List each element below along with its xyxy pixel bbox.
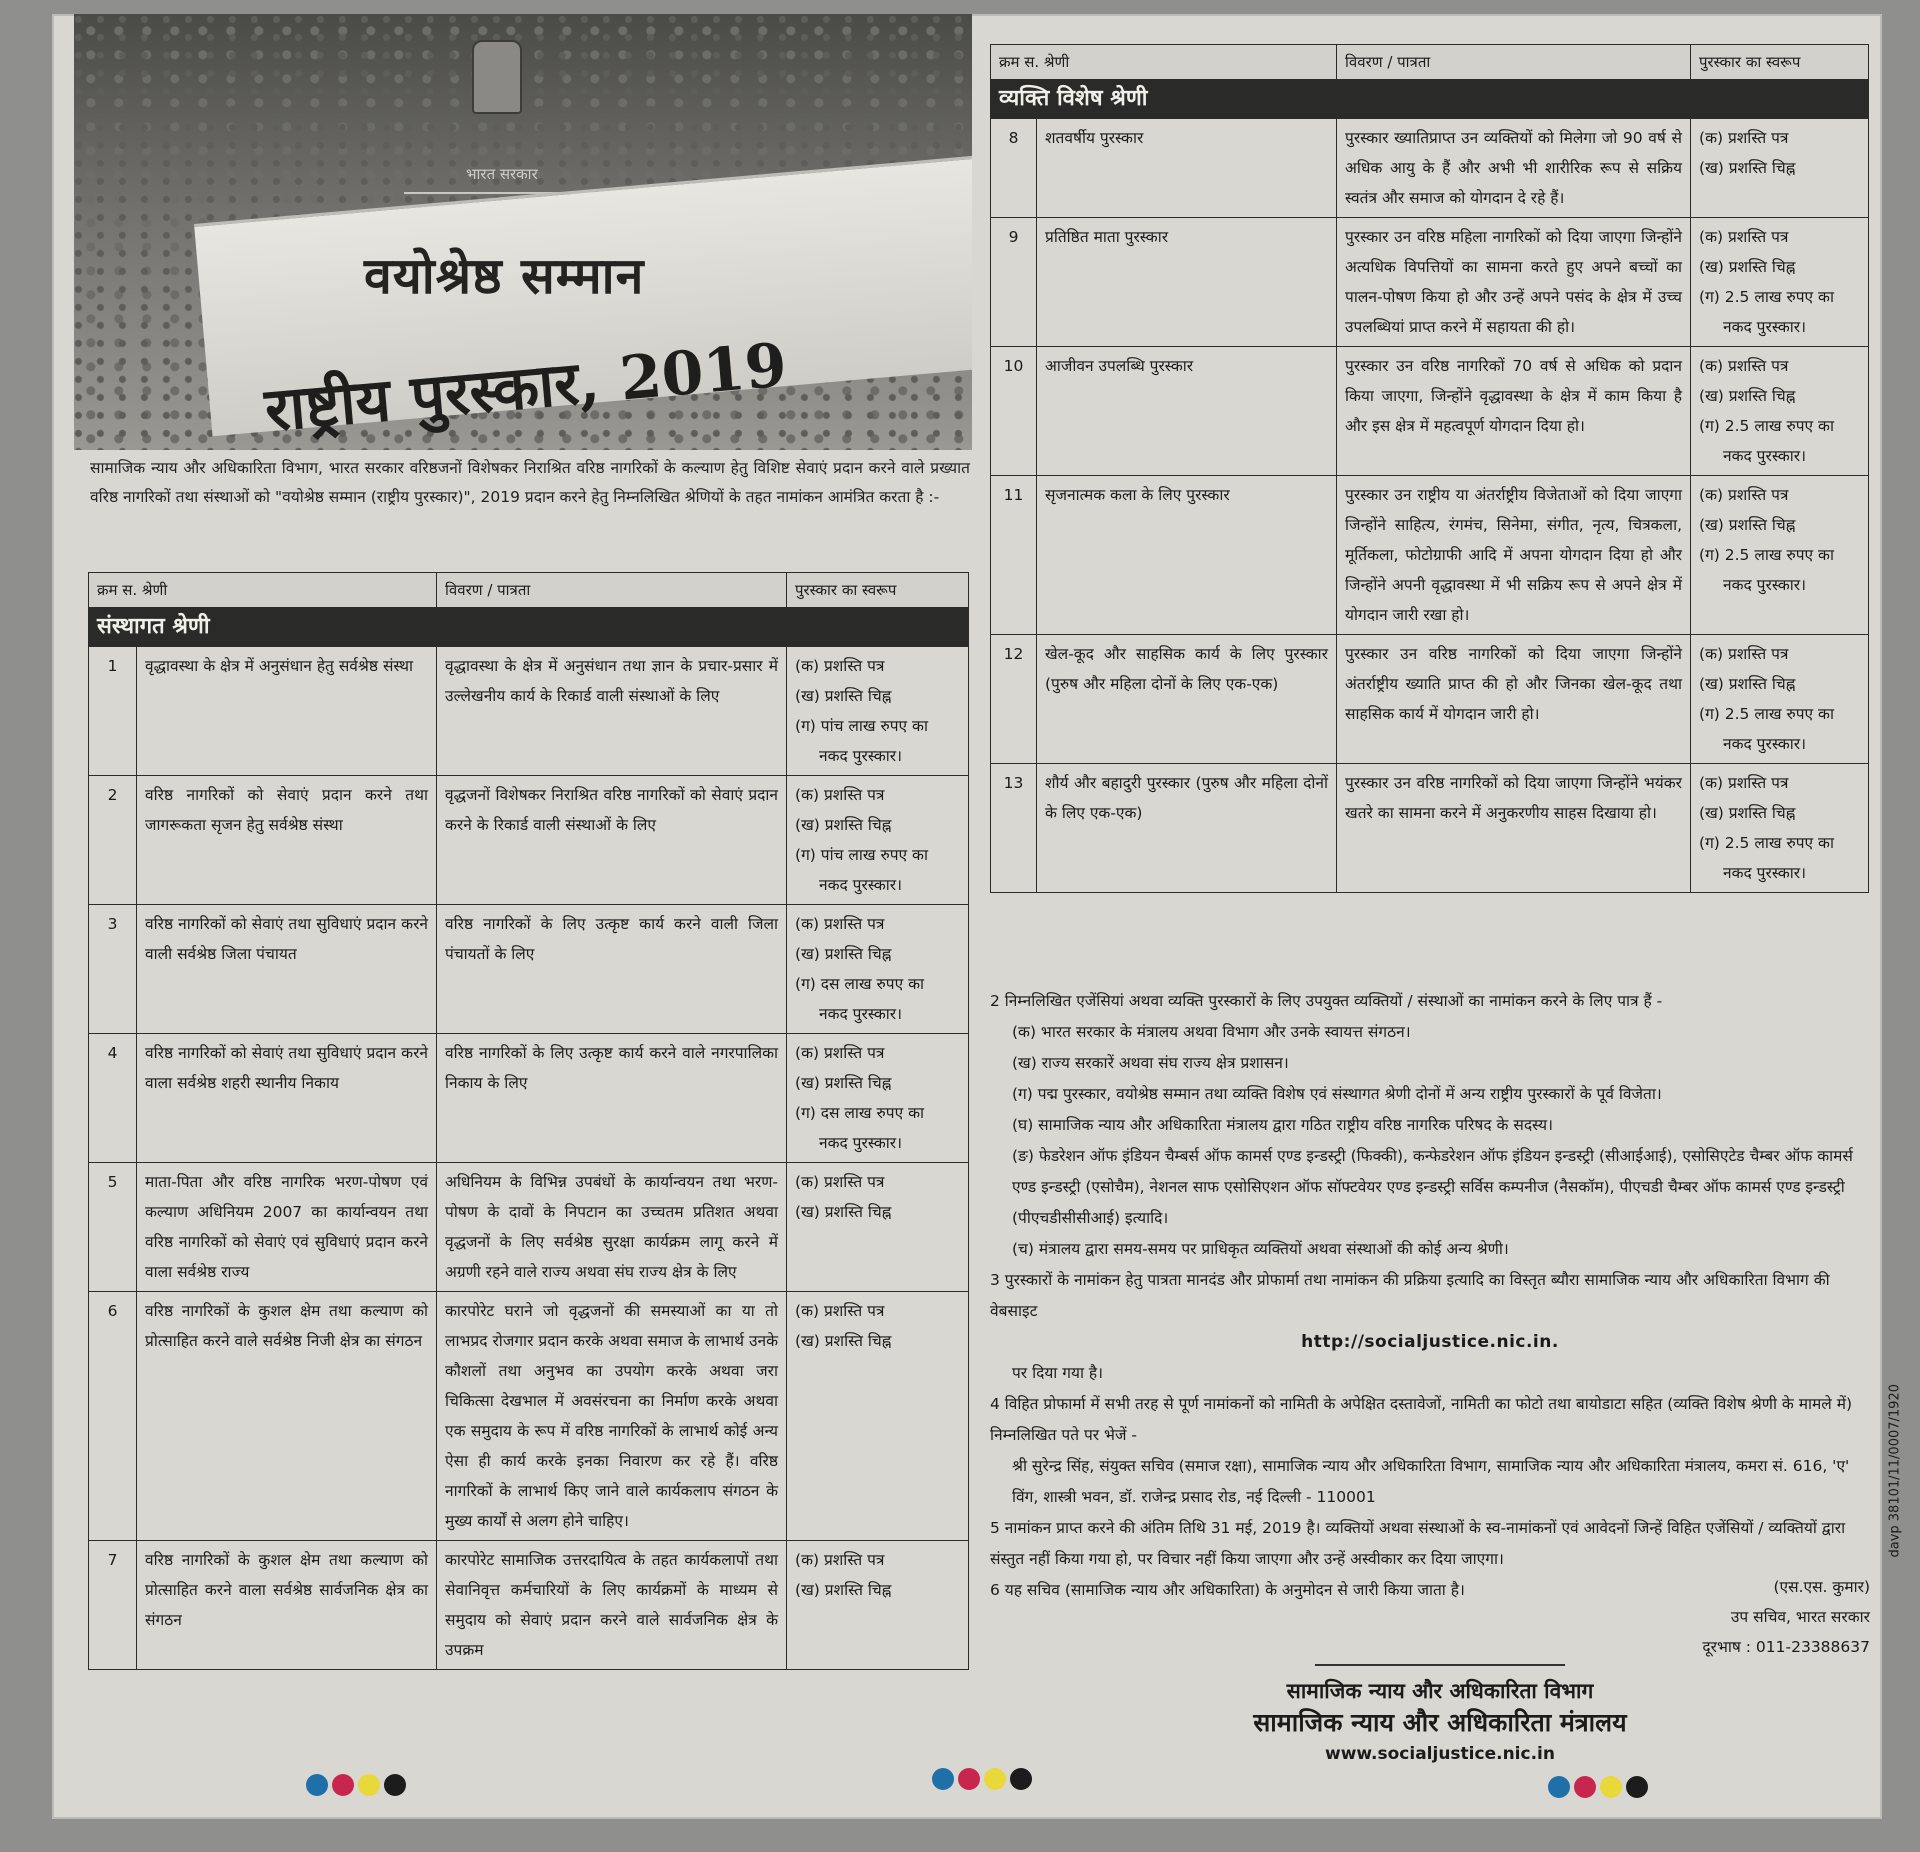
table-row: [89, 905, 969, 1034]
row-number: 3: [89, 905, 137, 1034]
table-row: [991, 218, 1869, 347]
table-row: [89, 776, 969, 905]
newspaper-page: [52, 14, 1903, 1819]
table-row: [89, 647, 969, 776]
award-item: (ख) प्रशस्ति चिह्न: [1699, 804, 1796, 822]
row-category: खेल-कूद और साहसिक कार्य के लिए पुरस्कार (पुरुष और महिला दोनों के लिए एक-एक): [1037, 635, 1337, 764]
row-award: [787, 1163, 969, 1292]
row-award: [1691, 635, 1869, 764]
award-item: (ग) दस लाख रुपए का: [795, 975, 925, 993]
row-category: वरिष्ठ नागरिकों को सेवाएं प्रदान करने तथा जागरूकता सृजन हेतु सर्वश्रेष्ठ संस्था: [137, 776, 437, 905]
row-eligibility: पुरस्कार उन वरिष्ठ नागरिकों को दिया जाएगा जिन्होंने अंतर्राष्ट्रीय ख्याति प्राप्त की हो और जिनका खेल-कूद तथा साहसिक कार्य में योगदान जारी हो।: [1337, 635, 1691, 764]
row-number: 6: [89, 1292, 137, 1541]
row-award: [787, 1034, 969, 1163]
row-award: [787, 647, 969, 776]
row-number: 11: [991, 476, 1037, 635]
row-number: 13: [991, 764, 1037, 893]
row-category: माता-पिता और वरिष्ठ नागरिक भरण-पोषण एवं कल्याण अधिनियम 2007 का कार्यान्वयन तथा वरिष्ठ नागरिकों को सेवाएं एवं सुविधाएं प्रदान करने वाला सर्वश्रेष्ठ राज्य: [137, 1163, 437, 1292]
institutional-heading: संस्थागत श्रेणी: [89, 608, 969, 647]
award-item: (ख) प्रशस्ति चिह्न: [795, 1074, 892, 1092]
award-item: (क) प्रशस्ति पत्र: [795, 1044, 885, 1062]
table-row: [89, 1541, 969, 1670]
award-item: (ग) 2.5 लाख रुपए का: [1699, 546, 1834, 564]
award-item: नकद पुरस्कार।: [819, 1134, 902, 1152]
award-item: (क) प्रशस्ति पत्र: [795, 1551, 885, 1569]
registration-dot: [932, 1768, 954, 1790]
table-row: [991, 635, 1869, 764]
row-eligibility: वरिष्ठ नागरिकों के लिए उत्कृष्ट कार्य करने वाले नगरपालिका निकाय के लिए: [437, 1034, 787, 1163]
header-award: पुरस्कार का स्वरूप: [787, 573, 969, 608]
header-eligibility: विवरण / पात्रता: [1337, 45, 1691, 80]
registration-dot: [1010, 1768, 1032, 1790]
row-number: 8: [991, 119, 1037, 218]
note-2-item: (ग) पद्म पुरस्कार, वयोश्रेष्ठ सम्मान तथा व्यक्ति विशेष एवं संस्थागत श्रेणी दोनों में अन्य राष्ट्रीय पुरस्कारों के पूर्व विजेता।: [1012, 1085, 1662, 1103]
department-name: सामाजिक न्याय और अधिकारिता विभाग: [1286, 1679, 1594, 1703]
award-item: (क) प्रशस्ति पत्र: [1699, 357, 1789, 375]
award-item: नकद पुरस्कार।: [1723, 318, 1806, 336]
table-row: [991, 347, 1869, 476]
row-category: वृद्धावस्था के क्षेत्र में अनुसंधान हेतु सर्वश्रेष्ठ संस्था: [137, 647, 437, 776]
table-row: [89, 1292, 969, 1541]
award-item: (ख) प्रशस्ति चिह्न: [795, 945, 892, 963]
row-award: [1691, 764, 1869, 893]
institutional-table: [88, 572, 968, 1670]
award-item: (ख) प्रशस्ति चिह्न: [795, 1203, 892, 1221]
award-item: (क) प्रशस्ति पत्र: [795, 657, 885, 675]
award-item: (क) प्रशस्ति पत्र: [1699, 129, 1789, 147]
registration-marks-left: [306, 1774, 406, 1796]
row-category: वरिष्ठ नागरिकों को सेवाएं तथा सुविधाएं प्रदान करने वाली सर्वश्रेष्ठ जिला पंचायत: [137, 905, 437, 1034]
table-row: [991, 476, 1869, 635]
row-award: [1691, 347, 1869, 476]
individual-heading: व्यक्ति विशेष श्रेणी: [991, 80, 1869, 119]
registration-dot: [1600, 1776, 1622, 1798]
note-3: 3 पुरस्कारों के नामांकन हेतु पात्रता मानदंड और प्रोफार्मा तथा नामांकन की प्रक्रिया इत्यादि का विस्तृत ब्यौरा सामाजिक न्याय और अधिकारिता विभाग की वेबसाइट: [990, 1271, 1830, 1320]
row-eligibility: पुरस्कार उन वरिष्ठ नागरिकों को दिया जाएगा जिन्होंने भयंकर खतरे का सामना करने में अनुकरणीय साहस दिखाया हो।: [1337, 764, 1691, 893]
award-item: (ग) 2.5 लाख रुपए का: [1699, 288, 1834, 306]
row-eligibility: अधिनियम के विभिन्न उपबंधों के कार्यान्वयन तथा भरण-पोषण के दावों के निपटान का उच्चतम प्रतिशत अथवा वृद्धजनों के लिए सर्वश्रेष्ठ सुरक्षा कार्यक्रम लागू करने में अग्रणी रहने वाले राज्य अथवा संघ राज्य क्षेत्र के लिए: [437, 1163, 787, 1292]
award-item: (क) प्रशस्ति पत्र: [795, 1302, 885, 1320]
registration-dot: [984, 1768, 1006, 1790]
signatory-block: [1570, 1572, 1870, 1662]
registration-dot: [384, 1774, 406, 1796]
award-item: (क) प्रशस्ति पत्र: [1699, 486, 1789, 504]
award-item: (ग) पांच लाख रुपए का: [795, 846, 928, 864]
left-column: [74, 14, 972, 1804]
category-heading-row: [991, 80, 1869, 119]
row-award: [787, 1541, 969, 1670]
note-5: 5 नामांकन प्राप्त करने की अंतिम तिथि 31 मई, 2019 है। व्यक्तियों अथवा संस्थाओं के स्व-नामांकनों एवं आवेदनों जिन्हें विहित एजेंसियों / व्यक्तियों द्वारा संस्तुत नहीं किया गया हो, पर विचार नहीं किया जाएगा और उन्हें अस्वीकार कर दिया जाएगा।: [990, 1519, 1846, 1568]
header-award: पुरस्कार का स्वरूप: [1691, 45, 1869, 80]
row-number: 4: [89, 1034, 137, 1163]
registration-dot: [358, 1774, 380, 1796]
registration-dot: [1574, 1776, 1596, 1798]
row-category: शौर्य और बहादुरी पुरस्कार (पुरुष और महिला दोनों के लिए एक-एक): [1037, 764, 1337, 893]
award-item: नकद पुरस्कार।: [1723, 864, 1806, 882]
row-award: [787, 776, 969, 905]
award-item: (ग) 2.5 लाख रुपए का: [1699, 834, 1834, 852]
registration-marks-center: [932, 1768, 1032, 1790]
row-eligibility: पुरस्कार उन वरिष्ठ नागरिकों 70 वर्ष से अधिक को प्रदान किया जाएगा, जिन्होंने वृद्धावस्था के क्षेत्र में काम किया है और इस क्षेत्र में महत्वपूर्ण योगदान दिया हो।: [1337, 347, 1691, 476]
row-number: 12: [991, 635, 1037, 764]
ministry-name: सामाजिक न्याय और अधिकारिता मंत्रालय: [1253, 1708, 1627, 1737]
row-eligibility: कारपोरेट सामाजिक उत्तरदायित्व के तहत कार्यकलापों तथा सेवानिवृत्त कर्मचारियों के लिए कार्यक्रमों के माध्यम से समुदाय को सेवाएं प्रदान करने वाले सार्वजनिक क्षेत्र के उपक्रम: [437, 1541, 787, 1670]
note-2-item: (घ) सामाजिक न्याय और अधिकारिता मंत्रालय द्वारा गठित राष्ट्रीय वरिष्ठ नागरिक परिषद के सदस्य।: [1012, 1116, 1553, 1134]
award-item: नकद पुरस्कार।: [1723, 735, 1806, 753]
note-3-end: पर दिया गया है।: [1012, 1364, 1104, 1382]
registration-dot: [1548, 1776, 1570, 1798]
row-number: 9: [991, 218, 1037, 347]
department-website[interactable]: www.socialjustice.nic.in: [1325, 1744, 1555, 1764]
divider: [1315, 1664, 1565, 1666]
department-footer: [1090, 1664, 1790, 1768]
row-category: आजीवन उपलब्धि पुरस्कार: [1037, 347, 1337, 476]
award-item: (ख) प्रशस्ति चिह्न: [795, 1581, 892, 1599]
header-category: क्रम स. श्रेणी: [89, 573, 437, 608]
table-row: [89, 1034, 969, 1163]
row-category: प्रतिष्ठित माता पुरस्कार: [1037, 218, 1337, 347]
registration-marks-right: [1548, 1776, 1648, 1798]
note-2-list: [990, 1017, 1870, 1265]
note-4: 4 विहित प्रोफार्मा में सभी तरह से पूर्ण नामांकनों को नामिती के अपेक्षित दस्तावेजों, नामिती का फोटो तथा बायोडाटा सहित (व्यक्ति विशेष श्रेणी के मामले में) निम्नलिखित पते पर भेजें -: [990, 1395, 1853, 1444]
row-eligibility: वरिष्ठ नागरिकों के लिए उत्कृष्ट कार्य करने वाली जिला पंचायतों के लिए: [437, 905, 787, 1034]
note-6: 6 यह सचिव (सामाजिक न्याय और अधिकारिता) के अनुमोदन से जारी किया जाता है।: [990, 1581, 1465, 1599]
row-category: वरिष्ठ नागरिकों के कुशल क्षेम तथा कल्याण को प्रोत्साहित करने वाले सर्वश्रेष्ठ निजी क्षेत्र का संगठन: [137, 1292, 437, 1541]
registration-dot: [306, 1774, 328, 1796]
row-number: 2: [89, 776, 137, 905]
row-number: 5: [89, 1163, 137, 1292]
note-2-item: (ख) राज्य सरकारें अथवा संघ राज्य क्षेत्र प्रशासन।: [1012, 1054, 1289, 1072]
award-item: (ख) प्रशस्ति चिह्न: [795, 816, 892, 834]
award-item: (ख) प्रशस्ति चिह्न: [1699, 387, 1796, 405]
row-award: [1691, 218, 1869, 347]
table-row: [89, 1163, 969, 1292]
registration-dot: [1626, 1776, 1648, 1798]
row-award: [1691, 119, 1869, 218]
row-eligibility: वृद्धजनों विशेषकर निराश्रित वरिष्ठ नागरिकों को सेवाएं प्रदान करने के रिकार्ड वाली संस्थाओं के लिए: [437, 776, 787, 905]
award-item: (क) प्रशस्ति पत्र: [795, 915, 885, 933]
registration-dot: [332, 1774, 354, 1796]
row-eligibility: पुरस्कार ख्यातिप्राप्त उन व्यक्तियों को मिलेगा जो 90 वर्ष से अधिक आयु के हैं और अभी भी शारीरिक रूप से सक्रिय स्वतंत्र और समाज को योगदान दे रहे हैं।: [1337, 119, 1691, 218]
note-2-item: (क) भारत सरकार के मंत्रालय अथवा विभाग और उनके स्वायत्त संगठन।: [1012, 1023, 1411, 1041]
davp-code: davp 38101/11/0007/1920: [1888, 1384, 1903, 1558]
row-category: शतवर्षीय पुरस्कार: [1037, 119, 1337, 218]
banner-title: वयोश्रेष्ठ सम्मान: [364, 246, 645, 305]
award-item: नकद पुरस्कार।: [819, 1005, 902, 1023]
table-header-row: [991, 45, 1869, 80]
award-item: (ख) प्रशस्ति चिह्न: [795, 1332, 892, 1350]
note-2-item: (ङ) फेडरेशन ऑफ इंडियन चैम्बर्स ऑफ कामर्स एण्ड इन्डस्ट्री (फिक्की), कन्फेडरेशन ऑफ इंडियन इन्डस्ट्री (सीआईआई), एसोसिएटेड चैम्बर ऑफ कामर्स एण्ड इन्डस्ट्री (एसोचैम), नेशनल साफ एसोसिएशन ऑफ सॉफ्टवेयर एण्ड इन्डस्ट्री सर्विस कम्पनीज (नैसकॉम), पीएचडी चैम्बर ऑफ कामर्स एण्ड इन्डस्ट्री (पीएचडीसीसीआई) इत्यादि।: [1012, 1147, 1853, 1227]
signer-name: (एस.एस. कुमार): [1773, 1578, 1870, 1596]
website-link[interactable]: http://socialjustice.nic.in.: [1301, 1332, 1559, 1352]
award-item: (ख) प्रशस्ति चिह्न: [1699, 675, 1796, 693]
row-number: 1: [89, 647, 137, 776]
signer-phone: दूरभाष : 011-23388637: [1702, 1638, 1870, 1656]
note-2-item: (च) मंत्रालय द्वारा समय-समय पर प्राधिकृत व्यक्तियों अथवा संस्थाओं की कोई अन्य श्रेणी।: [1012, 1240, 1509, 1258]
award-item: नकद पुरस्कार।: [1723, 576, 1806, 594]
award-item: नकद पुरस्कार।: [1723, 447, 1806, 465]
award-item: नकद पुरस्कार।: [819, 876, 902, 894]
award-item: (क) प्रशस्ति पत्र: [795, 786, 885, 804]
row-award: [1691, 476, 1869, 635]
award-item: (ख) प्रशस्ति चिह्न: [795, 687, 892, 705]
row-category: सृजनात्मक कला के लिए पुरस्कार: [1037, 476, 1337, 635]
notes-section: [990, 986, 1870, 1606]
award-item: (क) प्रशस्ति पत्र: [795, 1173, 885, 1191]
banner-image: [74, 14, 972, 450]
address: श्री सुरेन्द्र सिंह, संयुक्त सचिव (समाज रक्षा), सामाजिक न्याय और अधिकारिता विभाग, सामाजिक न्याय और अधिकारिता मंत्रालय, कमरा सं. 616, 'ए' विंग, शास्त्री भवन, डॉ. राजेन्द्र प्रसाद रोड, नई दिल्ली - 110001: [1012, 1457, 1850, 1506]
right-column: [990, 24, 1903, 1814]
award-item: (ग) दस लाख रुपए का: [795, 1104, 925, 1122]
national-emblem-icon: [472, 40, 522, 114]
row-category: वरिष्ठ नागरिकों के कुशल क्षेम तथा कल्याण को प्रोत्साहित करने वाला सर्वश्रेष्ठ सार्वजनिक क्षेत्र का संगठन: [137, 1541, 437, 1670]
gov-label: भारत सरकार: [466, 165, 538, 183]
row-number: 7: [89, 1541, 137, 1670]
award-item: (क) प्रशस्ति पत्र: [1699, 774, 1789, 792]
award-item: (ग) पांच लाख रुपए का: [795, 717, 928, 735]
table-header-row: [89, 573, 969, 608]
intro-paragraph: सामाजिक न्याय और अधिकारिता विभाग, भारत सरकार वरिष्ठजनों विशेषकर निराश्रित वरिष्ठ नागरिकों के कल्याण हेतु विशिष्ट सेवाएं प्रदान करने वाले प्रख्यात वरिष्ठ नागरिकों तथा संस्थाओं को "वयोश्रेष्ठ सम्मान (राष्ट्रीय पुरस्कार)", 2019 प्रदान करने हेतु निम्नलिखित श्रेणियों के तहत नामांकन आमंत्रित करता है :-: [90, 459, 970, 506]
row-award: [787, 905, 969, 1034]
row-eligibility: वृद्धावस्था के क्षेत्र में अनुसंधान तथा ज्ञान के प्रचार-प्रसार में उल्लेखनीय कार्य के रिकार्ड वाली संस्थाओं के लिए: [437, 647, 787, 776]
row-eligibility: पुरस्कार उन वरिष्ठ महिला नागरिकों को दिया जाएगा जिन्होंने अत्यधिक विपत्तियों का सामना करते हुए अपने बच्चों का पालन-पोषण किया हो और उन्हें अपने पसंद के क्षेत्र में उच्च उपलब्धियां प्राप्त करने में सहायता की हो।: [1337, 218, 1691, 347]
signer-designation: उप सचिव, भारत सरकार: [1730, 1608, 1870, 1626]
award-item: (क) प्रशस्ति पत्र: [1699, 228, 1789, 246]
banner-subtitle: राष्ट्रीय पुरस्कार, 2019: [262, 330, 790, 446]
row-award: [787, 1292, 969, 1541]
table-row: [991, 764, 1869, 893]
header-category: क्रम स. श्रेणी: [991, 45, 1337, 80]
registration-dot: [958, 1768, 980, 1790]
award-item: (ग) 2.5 लाख रुपए का: [1699, 705, 1834, 723]
award-item: (ख) प्रशस्ति चिह्न: [1699, 258, 1796, 276]
row-eligibility: पुरस्कार उन राष्ट्रीय या अंतर्राष्ट्रीय विजेताओं को दिया जाएगा जिन्होंने साहित्य, रंगमंच, सिनेमा, संगीत, नृत्य, चित्रकला, मूर्तिकला, फोटोग्राफी आदि में अपना योगदान दिया हो और जिन्होंने अपनी वृद्धावस्था में भी सक्रिय रूप से अपने क्षेत्र में योगदान जारी रखा हो।: [1337, 476, 1691, 635]
note-2: 2 निम्नलिखित एजेंसियां अथवा व्यक्ति पुरस्कारों के लिए उपयुक्त व्यक्तियों / संस्थाओं का नामांकन करने के लिए पात्र हैं -: [990, 992, 1663, 1010]
award-item: (क) प्रशस्ति पत्र: [1699, 645, 1789, 663]
row-eligibility: कारपोरेट घराने जो वृद्धजनों की समस्याओं का या तो लाभप्रद रोजगार प्रदान करके अथवा समाज के लाभार्थ उनके कौशलों तथा अनुभव का उपयोग करके अथवा जरा चिकित्सा देखभाल में अवसंरचना का निर्माण करके अथवा एक समुदाय के रूप में वरिष्ठ नागरिकों के लाभार्थ कोई अन्य ऐसा ही कार्य करके इनका निवारण कर रहे हैं। वरिष्ठ नागरिकों के लाभार्थ किए जाने वाले कार्यकलाप संगठन के मुख्य कार्यों से अलग होने चाहिए।: [437, 1292, 787, 1541]
award-item: (ख) प्रशस्ति चिह्न: [1699, 159, 1796, 177]
table-row: [991, 119, 1869, 218]
award-item: (ख) प्रशस्ति चिह्न: [1699, 516, 1796, 534]
row-category: वरिष्ठ नागरिकों को सेवाएं तथा सुविधाएं प्रदान करने वाला सर्वश्रेष्ठ शहरी स्थानीय निकाय: [137, 1034, 437, 1163]
header-eligibility: विवरण / पात्रता: [437, 573, 787, 608]
award-item: नकद पुरस्कार।: [819, 747, 902, 765]
category-heading-row: [89, 608, 969, 647]
individual-table: [990, 44, 1868, 893]
row-number: 10: [991, 347, 1037, 476]
award-item: (ग) 2.5 लाख रुपए का: [1699, 417, 1834, 435]
